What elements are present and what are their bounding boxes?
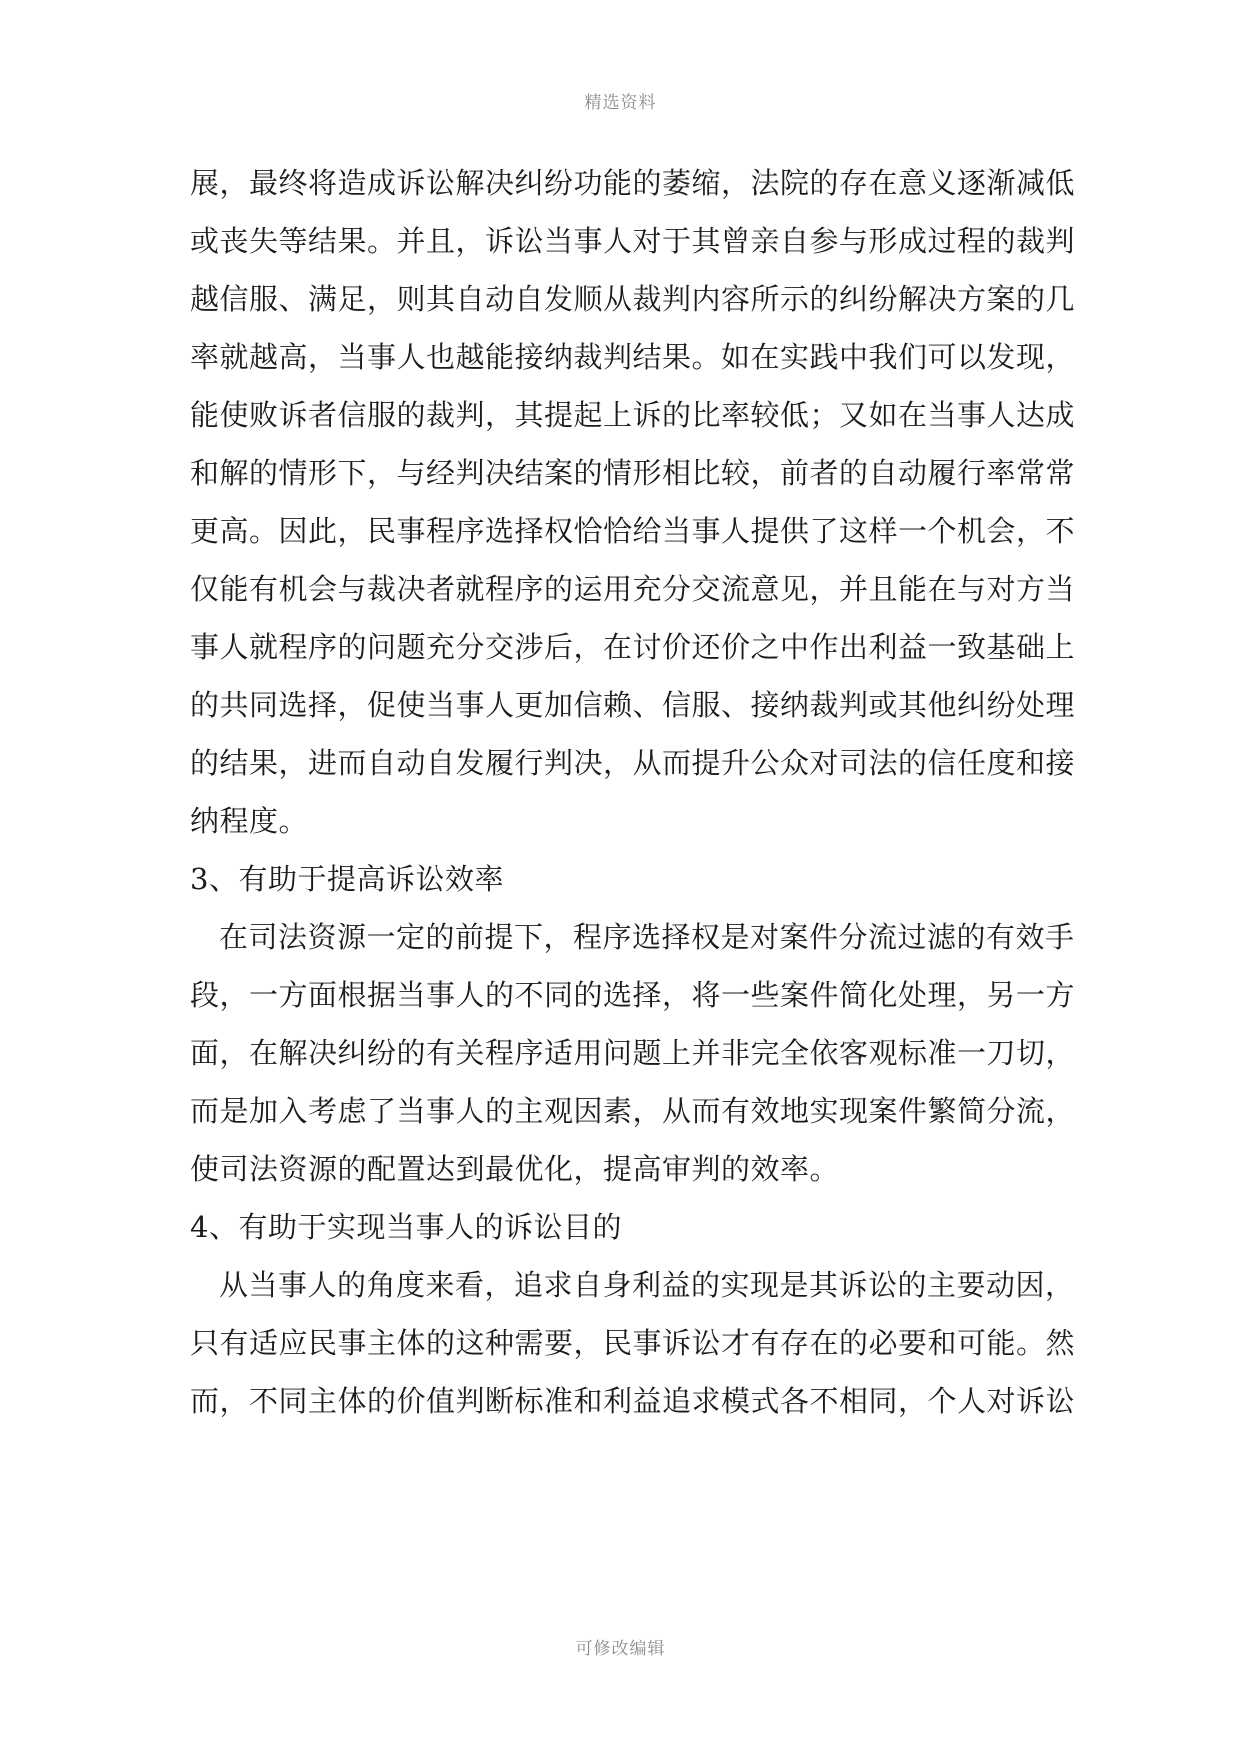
text-line: 段，一方面根据当事人的不同的选择，将一些案件简化处理，另一方 bbox=[190, 978, 1076, 1012]
text-line: 仅能有机会与裁决者就程序的运用充分交流意见，并且能在与对方当 bbox=[190, 572, 1076, 606]
text-line: 在司法资源一定的前提下，程序选择权是对案件分流过滤的有效手 bbox=[219, 920, 1075, 954]
page-header: 精选资料 bbox=[584, 93, 657, 113]
page-footer: 可修改编辑 bbox=[575, 1639, 666, 1659]
text-line: 更高。因此，民事程序选择权恰恰给当事人提供了这样一个机会，不 bbox=[190, 514, 1076, 548]
text-line: 越信服、满足，则其自动自发顺从裁判内容所示的纠纷解决方案的几 bbox=[190, 282, 1076, 316]
text-line: 的共同选择，促使当事人更加信赖、信服、接纳裁判或其他纠纷处理 bbox=[190, 688, 1076, 722]
section-heading bbox=[190, 1198, 1052, 1256]
text-line: 率就越高，当事人也越能接纳裁判结果。如在实践中我们可以发现， bbox=[190, 340, 1076, 374]
document-body bbox=[190, 154, 1076, 1430]
paragraph bbox=[190, 908, 1076, 1198]
text-line: 的结果，进而自动自发履行判决，从而提升公众对司法的信任度和接 bbox=[190, 746, 1076, 780]
text-line: 事人就程序的问题充分交涉后，在讨价还价之中作出利益一致基础上 bbox=[190, 630, 1076, 664]
text-line: 只有适应民事主体的这种需要，民事诉讼才有存在的必要和可能。然 bbox=[190, 1326, 1076, 1360]
text-line: 从当事人的角度来看，追求自身利益的实现是其诉讼的主要动因， bbox=[219, 1268, 1075, 1302]
heading-text: 4、有助于实现当事人的诉讼目的 bbox=[190, 1210, 622, 1244]
section-heading bbox=[190, 850, 1052, 908]
text-line: 展，最终将造成诉讼解决纠纷功能的萎缩，法院的存在意义逐渐减低 bbox=[190, 166, 1076, 200]
paragraph bbox=[190, 154, 1076, 850]
text-line: 而是加入考虑了当事人的主观因素，从而有效地实现案件繁简分流， bbox=[190, 1094, 1076, 1128]
text-line: 和解的情形下，与经判决结案的情形相比较，前者的自动履行率常常 bbox=[190, 456, 1076, 490]
text-line: 使司法资源的配置达到最优化，提高审判的效率。 bbox=[190, 1152, 840, 1186]
text-line: 能使败诉者信服的裁判，其提起上诉的比率较低；又如在当事人达成 bbox=[190, 398, 1076, 432]
text-line: 或丧失等结果。并且，诉讼当事人对于其曾亲自参与形成过程的裁判 bbox=[190, 224, 1076, 258]
heading-text: 3、有助于提高诉讼效率 bbox=[190, 862, 504, 896]
text-line: 而，不同主体的价值判断标准和利益追求模式各不相同，个人对诉讼 bbox=[190, 1384, 1076, 1418]
text-line: 面，在解决纠纷的有关程序适用问题上并非完全依客观标准一刀切， bbox=[190, 1036, 1076, 1070]
text-line: 纳程度。 bbox=[190, 804, 309, 838]
paragraph bbox=[190, 1256, 1076, 1430]
